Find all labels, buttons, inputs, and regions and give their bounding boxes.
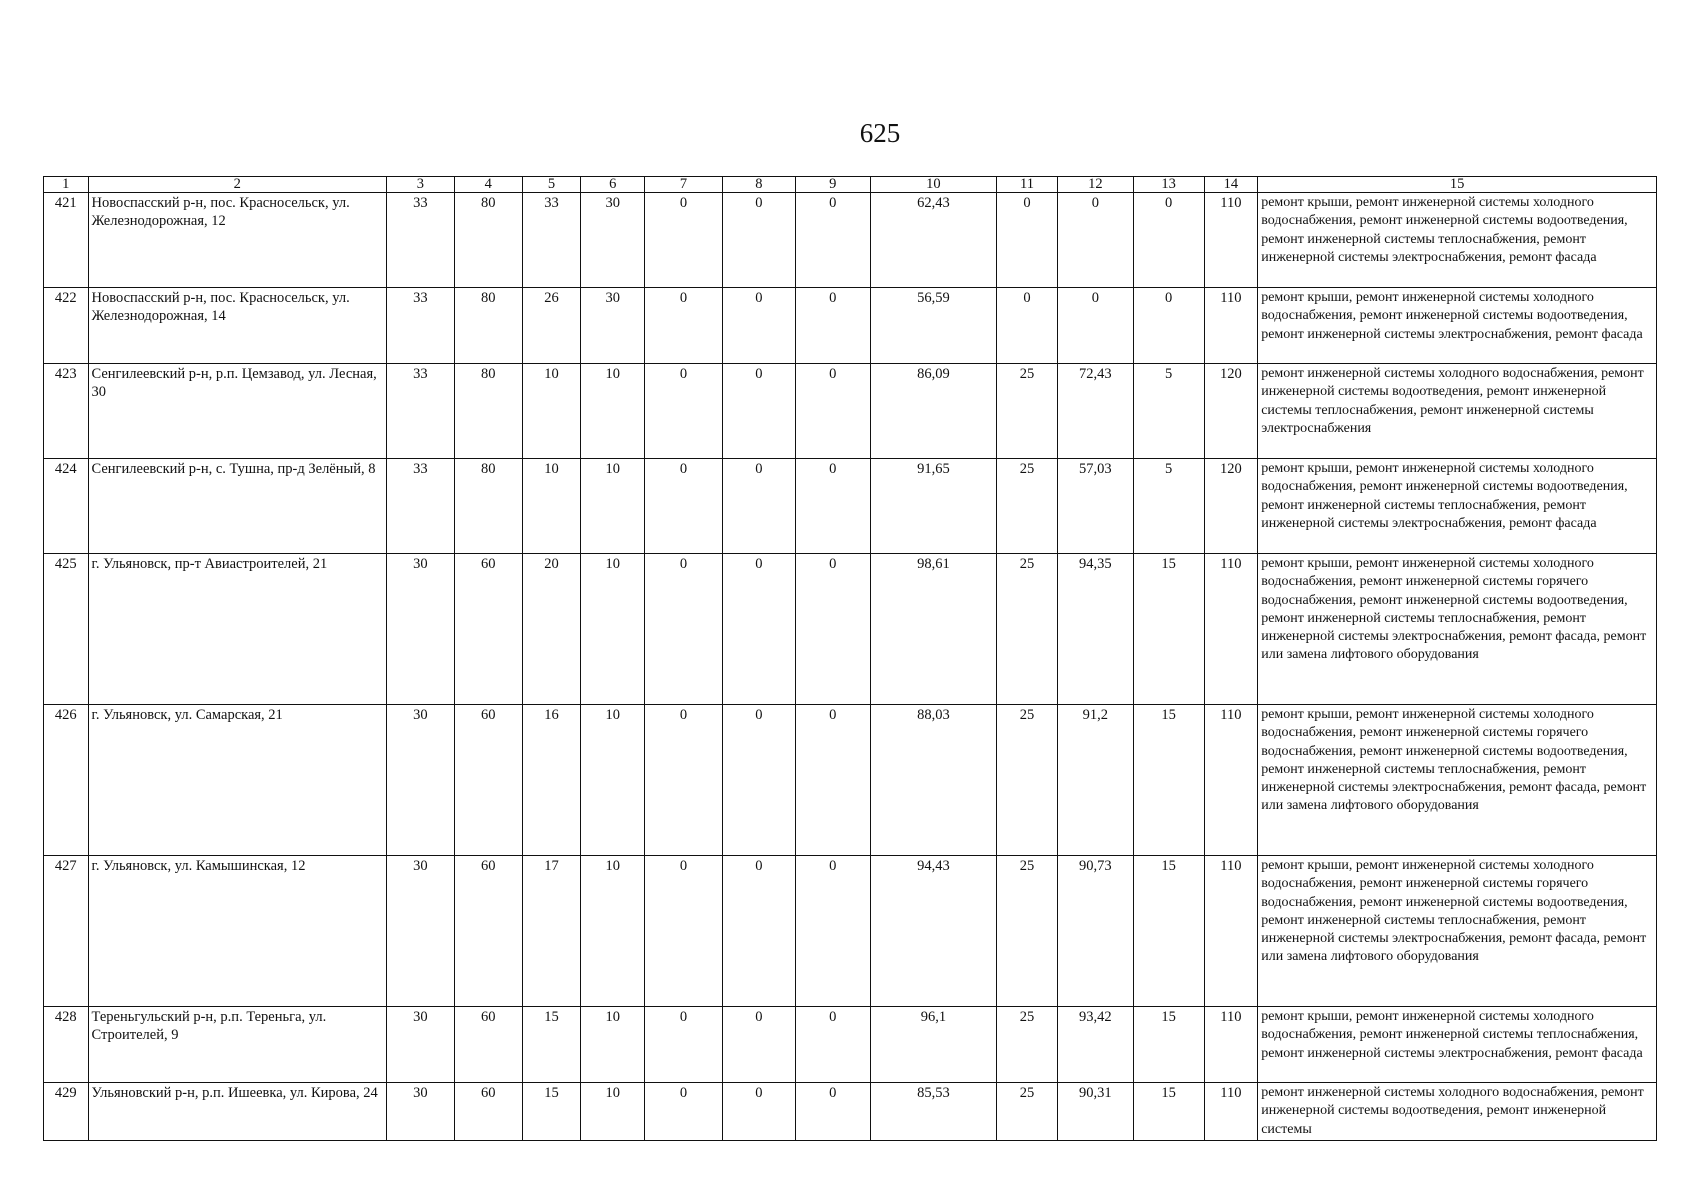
value-cell-13: 0 [1133,193,1204,288]
value-cell-10: 94,43 [870,856,996,1007]
value-cell-6: 10 [581,856,645,1007]
value-cell-6: 10 [581,705,645,856]
value-cell-4: 60 [454,1083,522,1141]
works-cell: ремонт крыши, ремонт инженерной системы холодного водоснабжения, ремонт инженерной системы водоотведения, ремонт инженерной системы теплоснабжения, ремонт инженерной системы электроснабжения, ремонт фасада [1258,459,1657,554]
works-cell: ремонт инженерной системы холодного водоснабжения, ремонт инженерной системы водоотведения, ремонт инженерной системы теплоснабжения, ремонт инженерной системы электроснабжения [1258,364,1657,459]
value-cell-11: 25 [997,1083,1058,1141]
value-cell-10: 96,1 [870,1007,996,1083]
value-cell-3: 30 [387,554,455,705]
value-cell-13: 15 [1133,1083,1204,1141]
value-cell-7: 0 [645,705,723,856]
table-row [44,705,1657,856]
value-cell-8: 0 [722,705,795,856]
value-cell-12: 90,31 [1057,1083,1133,1141]
column-header: 1 [44,177,89,193]
row-number: 427 [44,856,89,1007]
value-cell-6: 10 [581,364,645,459]
value-cell-13: 15 [1133,856,1204,1007]
value-cell-3: 33 [387,364,455,459]
row-number: 423 [44,364,89,459]
value-cell-5: 15 [522,1083,581,1141]
value-cell-5: 20 [522,554,581,705]
works-cell: ремонт крыши, ремонт инженерной системы холодного водоснабжения, ремонт инженерной системы горячего водоснабжения, ремонт инженерной системы водоотведения, ремонт инженерной системы теплоснабжения, ремонт инженерной системы электроснабжения, ремонт фасада, ремонт или замена лифтового оборудования [1258,705,1657,856]
value-cell-14: 110 [1204,193,1258,288]
value-cell-11: 25 [997,856,1058,1007]
value-cell-11: 25 [997,705,1058,856]
works-cell: ремонт крыши, ремонт инженерной системы холодного водоснабжения, ремонт инженерной системы горячего водоснабжения, ремонт инженерной системы водоотведения, ремонт инженерной системы теплоснабжения, ремонт инженерной системы электроснабжения, ремонт фасада, ремонт или замена лифтового оборудования [1258,554,1657,705]
value-cell-11: 25 [997,364,1058,459]
row-number: 424 [44,459,89,554]
table-row [44,554,1657,705]
value-cell-3: 30 [387,1083,455,1141]
column-header: 12 [1057,177,1133,193]
value-cell-6: 30 [581,193,645,288]
column-header: 5 [522,177,581,193]
value-cell-10: 86,09 [870,364,996,459]
works-cell: ремонт крыши, ремонт инженерной системы холодного водоснабжения, ремонт инженерной системы горячего водоснабжения, ремонт инженерной системы водоотведения, ремонт инженерной системы теплоснабжения, ремонт инженерной системы электроснабжения, ремонт фасада, ремонт или замена лифтового оборудования [1258,856,1657,1007]
value-cell-9: 0 [795,705,870,856]
value-cell-7: 0 [645,364,723,459]
value-cell-14: 110 [1204,288,1258,364]
value-cell-5: 10 [522,459,581,554]
value-cell-5: 16 [522,705,581,856]
value-cell-9: 0 [795,288,870,364]
column-header: 10 [870,177,996,193]
value-cell-4: 80 [454,288,522,364]
works-cell: ремонт крыши, ремонт инженерной системы холодного водоснабжения, ремонт инженерной системы теплоснабжения, ремонт инженерной системы электроснабжения, ремонт фасада [1258,1007,1657,1083]
value-cell-3: 30 [387,856,455,1007]
column-number-row [44,177,1657,193]
value-cell-10: 91,65 [870,459,996,554]
value-cell-4: 80 [454,459,522,554]
table-row [44,459,1657,554]
value-cell-4: 80 [454,364,522,459]
value-cell-12: 57,03 [1057,459,1133,554]
value-cell-7: 0 [645,554,723,705]
address-cell: г. Ульяновск, ул. Самарская, 21 [88,705,387,856]
value-cell-13: 15 [1133,1007,1204,1083]
value-cell-7: 0 [645,856,723,1007]
value-cell-7: 0 [645,193,723,288]
value-cell-9: 0 [795,1083,870,1141]
column-header: 15 [1258,177,1657,193]
value-cell-7: 0 [645,459,723,554]
value-cell-7: 0 [645,288,723,364]
value-cell-6: 10 [581,1007,645,1083]
value-cell-9: 0 [795,459,870,554]
value-cell-5: 10 [522,364,581,459]
value-cell-8: 0 [722,193,795,288]
address-cell: г. Ульяновск, ул. Камышинская, 12 [88,856,387,1007]
address-cell: г. Ульяновск, пр-т Авиастроителей, 21 [88,554,387,705]
address-cell: Новоспасский р-н, пос. Красносельск, ул. Железнодорожная, 14 [88,288,387,364]
value-cell-13: 5 [1133,459,1204,554]
value-cell-10: 88,03 [870,705,996,856]
row-number: 425 [44,554,89,705]
value-cell-9: 0 [795,1007,870,1083]
address-cell: Сенгилеевский р-н, р.п. Цемзавод, ул. Лесная, 30 [88,364,387,459]
value-cell-14: 110 [1204,554,1258,705]
value-cell-8: 0 [722,288,795,364]
value-cell-8: 0 [722,1083,795,1141]
table-row [44,193,1657,288]
value-cell-12: 94,35 [1057,554,1133,705]
value-cell-9: 0 [795,364,870,459]
column-header: 6 [581,177,645,193]
value-cell-14: 110 [1204,705,1258,856]
value-cell-4: 80 [454,193,522,288]
value-cell-4: 60 [454,554,522,705]
value-cell-10: 56,59 [870,288,996,364]
value-cell-4: 60 [454,705,522,856]
table-row [44,288,1657,364]
works-cell: ремонт крыши, ремонт инженерной системы холодного водоснабжения, ремонт инженерной системы водоотведения, ремонт инженерной системы электроснабжения, ремонт фасада [1258,288,1657,364]
row-number: 426 [44,705,89,856]
value-cell-13: 0 [1133,288,1204,364]
column-header: 11 [997,177,1058,193]
value-cell-13: 15 [1133,705,1204,856]
value-cell-10: 62,43 [870,193,996,288]
table-row [44,364,1657,459]
value-cell-9: 0 [795,554,870,705]
column-header: 14 [1204,177,1258,193]
value-cell-4: 60 [454,1007,522,1083]
address-cell: Сенгилеевский р-н, с. Тушна, пр-д Зелёный, 8 [88,459,387,554]
value-cell-12: 0 [1057,193,1133,288]
value-cell-12: 90,73 [1057,856,1133,1007]
value-cell-8: 0 [722,459,795,554]
address-cell: Ульяновский р-н, р.п. Ишеевка, ул. Кирова, 24 [88,1083,387,1141]
value-cell-7: 0 [645,1007,723,1083]
value-cell-6: 10 [581,459,645,554]
value-cell-8: 0 [722,1007,795,1083]
works-cell: ремонт крыши, ремонт инженерной системы холодного водоснабжения, ремонт инженерной системы водоотведения, ремонт инженерной системы теплоснабжения, ремонт инженерной системы электроснабжения, ремонт фасада [1258,193,1657,288]
column-header: 9 [795,177,870,193]
column-header: 8 [722,177,795,193]
value-cell-12: 0 [1057,288,1133,364]
value-cell-14: 120 [1204,364,1258,459]
value-cell-14: 120 [1204,459,1258,554]
value-cell-13: 15 [1133,554,1204,705]
value-cell-5: 33 [522,193,581,288]
value-cell-8: 0 [722,364,795,459]
page-number: 625 [859,118,901,148]
value-cell-6: 30 [581,288,645,364]
value-cell-3: 30 [387,705,455,856]
value-cell-14: 110 [1204,1007,1258,1083]
value-cell-4: 60 [454,856,522,1007]
value-cell-5: 17 [522,856,581,1007]
value-cell-6: 10 [581,1083,645,1141]
row-number: 428 [44,1007,89,1083]
value-cell-12: 91,2 [1057,705,1133,856]
value-cell-3: 33 [387,288,455,364]
column-header: 13 [1133,177,1204,193]
table-row [44,1007,1657,1083]
value-cell-7: 0 [645,1083,723,1141]
column-header: 2 [88,177,387,193]
table-row [44,856,1657,1007]
value-cell-14: 110 [1204,1083,1258,1141]
repair-schedule-table [43,176,1657,1141]
value-cell-11: 25 [997,1007,1058,1083]
value-cell-13: 5 [1133,364,1204,459]
value-cell-11: 0 [997,193,1058,288]
value-cell-6: 10 [581,554,645,705]
value-cell-3: 30 [387,1007,455,1083]
value-cell-8: 0 [722,856,795,1007]
value-cell-12: 93,42 [1057,1007,1133,1083]
column-header: 4 [454,177,522,193]
value-cell-14: 110 [1204,856,1258,1007]
column-header: 7 [645,177,723,193]
value-cell-5: 26 [522,288,581,364]
value-cell-10: 85,53 [870,1083,996,1141]
value-cell-3: 33 [387,459,455,554]
address-cell: Новоспасский р-н, пос. Красносельск, ул. Железнодорожная, 12 [88,193,387,288]
column-header: 3 [387,177,455,193]
value-cell-11: 25 [997,459,1058,554]
value-cell-12: 72,43 [1057,364,1133,459]
value-cell-8: 0 [722,554,795,705]
value-cell-5: 15 [522,1007,581,1083]
value-cell-11: 0 [997,288,1058,364]
address-cell: Тереньгульский р-н, р.п. Тереньга, ул. Строителей, 9 [88,1007,387,1083]
works-cell: ремонт инженерной системы холодного водоснабжения, ремонт инженерной системы водоотведения, ремонт инженерной системы [1258,1083,1657,1141]
table-row [44,1083,1657,1141]
value-cell-9: 0 [795,193,870,288]
value-cell-9: 0 [795,856,870,1007]
row-number: 421 [44,193,89,288]
row-number: 429 [44,1083,89,1141]
value-cell-3: 33 [387,193,455,288]
value-cell-11: 25 [997,554,1058,705]
row-number: 422 [44,288,89,364]
value-cell-10: 98,61 [870,554,996,705]
